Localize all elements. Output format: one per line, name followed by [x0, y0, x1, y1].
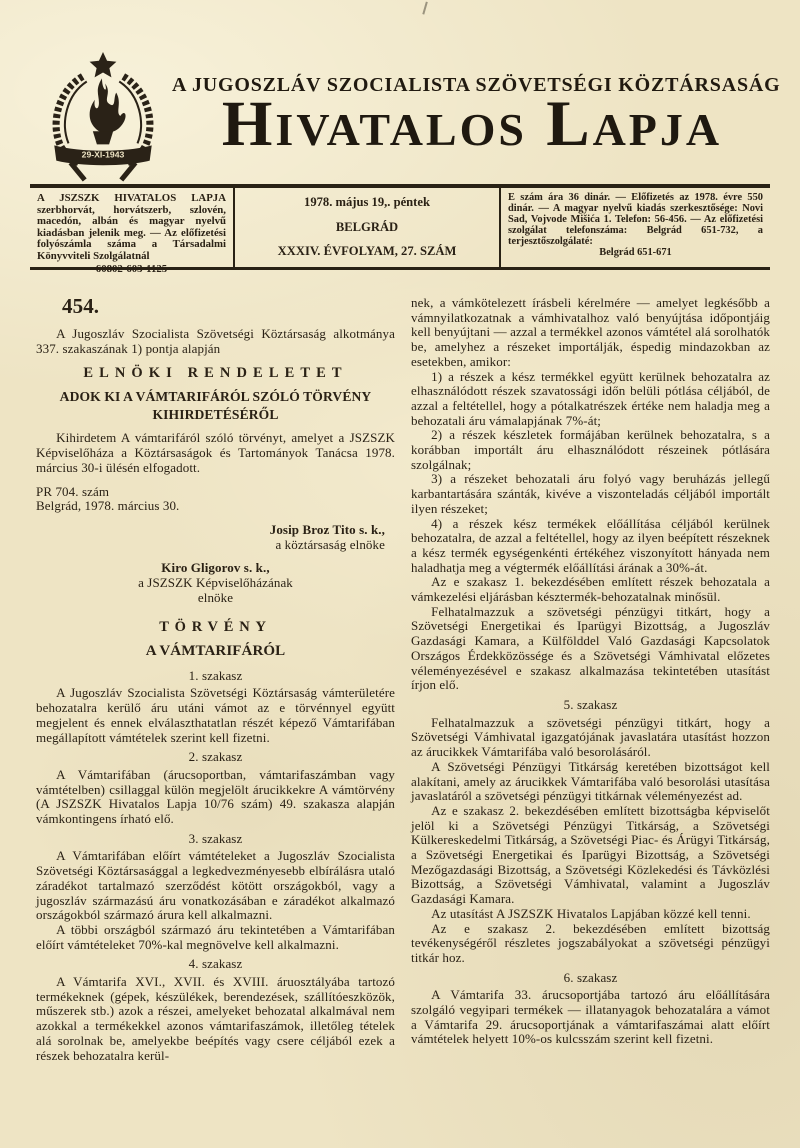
issue-city: BELGRÁD	[335, 219, 399, 234]
yugoslav-coat-of-arms-icon	[40, 50, 166, 184]
para: A Vámtarifa 33. árucsoportjába tartozó áru előállítására szolgáló vegyipari termékek — illatanyagok behozatalára a vámot a Vámtarifa 29. árucsoportjának a vámtarifaszámai alatt előírt vámtételek helyett 10%-os kulcsszám szerint kell fizetni.	[411, 987, 770, 1047]
para: Az e szakasz 2. bekezdésében említett bizottság tevékenységéről részletes jogszabályokat a szövetségi pénzügyi titkár hoz.	[411, 920, 770, 965]
heading-bold: ADOK KI A VÁMTARIFÁRÓL SZÓLÓ TÖRVÉNY KIHIRDETÉSÉRŐL	[59, 389, 372, 422]
para: A Vámtarifában (árucsoportban, vámtarifaszámban vagy vámtételben) csillaggal külön megjelölt árucikkekre A vámtörvény (A JSZSZK Hivatalos Lapja 10/76 szám) 49. szakasza alapján vámkontingens írható elő.	[36, 766, 395, 827]
para: Felhatalmazzuk a szövetségi pénzügyi titkárt, hogy a Szövetségi Vámhivatal igazgatójának javaslatára utasítást hozzon az árucikkek Vámtarifába való besorolásáról.	[411, 714, 770, 760]
para: Az utasítást A JSZSZK Hivatalos Lapjában közzé kell tenni.	[431, 905, 751, 921]
line: Belgrád, 1978. március 30.	[36, 498, 180, 514]
para: A Vámtarifa XVI., XVII. és XVIII. áruosztályába tartozó termékeknek (gépek, készülékek, berendezések, szállítóeszközök, műszerek stb.) azok a részei, amelyeket behozatal alkalmával nem azokkal a termékekkel azonos vámtarifaszámok, illetőleg tételek alá sorolnak be, amelyekbe beépítés vagy csere céljából ezek a részek behozatalra kerül-	[36, 974, 395, 1063]
subscription-info-text: E szám ára 36 dinár. — Előfizetés az 1978. évre 550 dinár. — A magyar nyelvű kiadás szerkesztősége: Novi Sad, Vojvode Mišića 1. Telefon: 56-456. — Az előfizetési szolgálat telefonszáma: Belgrád 651-732, a terjesztőszolgálaté:	[508, 192, 763, 247]
para: A Jugoszláv Szocialista Szövetségi Köztársaság vámterületére behozatalra kerülő áru utáni vámot az e törvénnyel együtt megjelent és ennek elválaszthatatlan részét képező Vámtarifában megállapított vámtételek szerint kell fizetni.	[36, 685, 395, 745]
para: Felhatalmazzuk a szövetségi pénzügyi titkárt, hogy a Szövetségi Energetikai és Iparügyi Bizottság, a Jugoszláv Gazdasági Kamara, a Külfölddel Való Gazdasági Kapcsolatok Országos Érdekközössége és a Szövetségi Vámhivatal előzetes véleményezésével e szakasz alkalmazása tekintetében utasítást írjon elő.	[411, 603, 770, 693]
distribution-phone: Belgrád 651-671	[599, 246, 672, 258]
line: PR 704. szám	[36, 483, 110, 499]
section-heading: 5. szakasz	[563, 696, 618, 712]
account-number: 60802-603-1125	[95, 262, 168, 275]
section-heading: 6. szakasz	[563, 969, 618, 985]
section-heading: 2. szakasz	[188, 749, 243, 765]
torch-flame	[90, 78, 126, 144]
article-body	[36, 296, 770, 1063]
publication-info-box	[30, 188, 233, 275]
para: 3) a részeket behozatali áru folyó vagy beruházás jellegű karbantartására szánták, kivéve a viszonteladás céljából importált ilyen részeket;	[411, 471, 770, 516]
sig-center-bold: Kiro Gligorov s. k.,	[161, 560, 270, 576]
section-heading: 4. szakasz	[188, 956, 243, 972]
para: 2) a részek készletek formájában kerülnek behozatalra, s a korábban importált áru elhasználódott részeinek pótlására szolgálnak;	[411, 427, 770, 472]
gazette-title: Hivatalos Lapja	[221, 88, 723, 160]
scan-artifact-mark	[422, 2, 430, 16]
issue-date: 1978. május 19,. péntek	[304, 195, 430, 209]
issue-volume: XXXIV. ÉVFOLYAM, 27. SZÁM	[277, 244, 457, 258]
right-column	[411, 296, 770, 1063]
law-heading-bold: A VÁMTARIFÁRÓL	[145, 643, 286, 660]
para: A többi országból származó áru tekintetében a Vámtarifában előírt vámtételeket 70%-kal megnövelve kell alkalmazni.	[36, 921, 395, 952]
info-band	[30, 184, 770, 275]
para: Kihirdetem A vámtarifáról szóló törvényt, amelyet a JSZSZK Képviselőháza a Köztársaságok és Tartományok Tanácsa 1978. március 30-i ülésén elfogadott.	[36, 430, 395, 475]
article-number: 454.	[62, 294, 100, 318]
sig-center: elnöke	[197, 589, 234, 605]
heading-spaced: ELNÖKI RENDELETET	[83, 365, 348, 382]
emblem-ribbon	[54, 145, 151, 180]
subscription-info-box	[501, 188, 770, 267]
sig-right-bold: Josip Broz Tito s. k.,	[269, 521, 385, 537]
sig-right: a köztársaság elnöke	[275, 536, 385, 552]
publication-info-text: A JSZSZK HIVATALOS LAPJA szerbhorvát, horvátszerb, szlovén, macedón, albán és magyar nyelvű kiadásban jelenik meg. — Az előfizetési folyószámla száma a Társadalmi Könyvviteli Szolgálatnál	[37, 192, 226, 262]
para: Az e szakasz 2. bekezdésében említett bizottságba képviselőt jelöl ki a Szövetségi Pénzügyi Titkárság, a Szövetségi Külkereskedelmi Titkárság, a Szövetségi Piac- és Árügyi Titkárság, a Szövetségi Energetikai és Iparügyi Bizottság, a Szövetségi Mezőgazdasági Bizottság, a Szövetségi Közlekedési és Távközlési Bizottság, a Szövetségi Vámhivatal, valamint a Jugoszláv Gazdasági Kamara.	[411, 802, 770, 907]
issue-info-box	[233, 188, 501, 267]
masthead-subtitle: A JUGOSZLÁV SZOCIALISTA SZÖVETSÉGI KÖZTÁRSASÁG	[172, 74, 781, 96]
para: A Vámtarifában előírt vámtételeket a Jugoszláv Szocialista Szövetségi Köztársasággal a legkedvezményesebb elbírálásra utaló záradékot tartalmazó szerződést kötött országokból, vagy a jugoszláv származású áru vonatkozásában e záradékot alkalmazó országokból származó árura kell alkalmazni.	[36, 848, 395, 923]
para: 4) a részek kész termékek előállítása céljából kerülnek behozatalra, de azzal a feltétellel, hogy az ilyen beépített részeknek a kész termék egységenkénti értékéhez viszonyított hányada nem haladhatja meg a végtermék előállítási árának a 30%-át.	[411, 515, 770, 575]
left-column	[36, 296, 395, 1063]
star-icon	[90, 52, 117, 77]
para: 1) a részek a kész termékkel együtt kerülnek behozatalra az elhasználódott részek szavatossági időn belüli pótlása céljából, de azzal a feltétellel, hogy a pótalkatrészek értéke nem haladja meg a behozatali áru vámalapjának 7%-át;	[411, 368, 770, 428]
section-heading: 3. szakasz	[188, 830, 243, 846]
law-heading-spaced: TÖRVÉNY	[159, 619, 272, 636]
para: Az e szakasz 1. bekezdésében említett részek behozatala a vámkezelési eljárásban késztermék-behozatalnak minősül.	[411, 574, 770, 605]
para: A Jugoszláv Szocialista Szövetségi Köztársaság alkotmánya 337. szakaszának 1) pontja alapján	[36, 326, 395, 356]
para: A Szövetségi Pénzügyi Titkárság keretében bizottságot kell alakítani, amely az árucikkek Vámtarifába való besorolási utasítása javaslatáról a szövetségi pénzügyi titkárnak véleményezést ad.	[411, 758, 770, 804]
emblem-ribbon-date: 29-XI-1943	[81, 149, 125, 160]
section-heading: 1. szakasz	[188, 667, 243, 683]
para-noindent: nek, a vámkötelezett írásbeli kérelmére — amelyet legkésőbb a vámnyilatkozatnak a vámhivatalhoz való benyújtása időpontjáig kell benyújtani — azzal a termékkel azonos vámtétel alá sorolhatók be, amelyhez a részeket importálják, éspedig mindazokban az esetekben, amikor:	[411, 295, 770, 369]
sig-center: a JSZSZK Képviselőházának	[138, 575, 293, 591]
